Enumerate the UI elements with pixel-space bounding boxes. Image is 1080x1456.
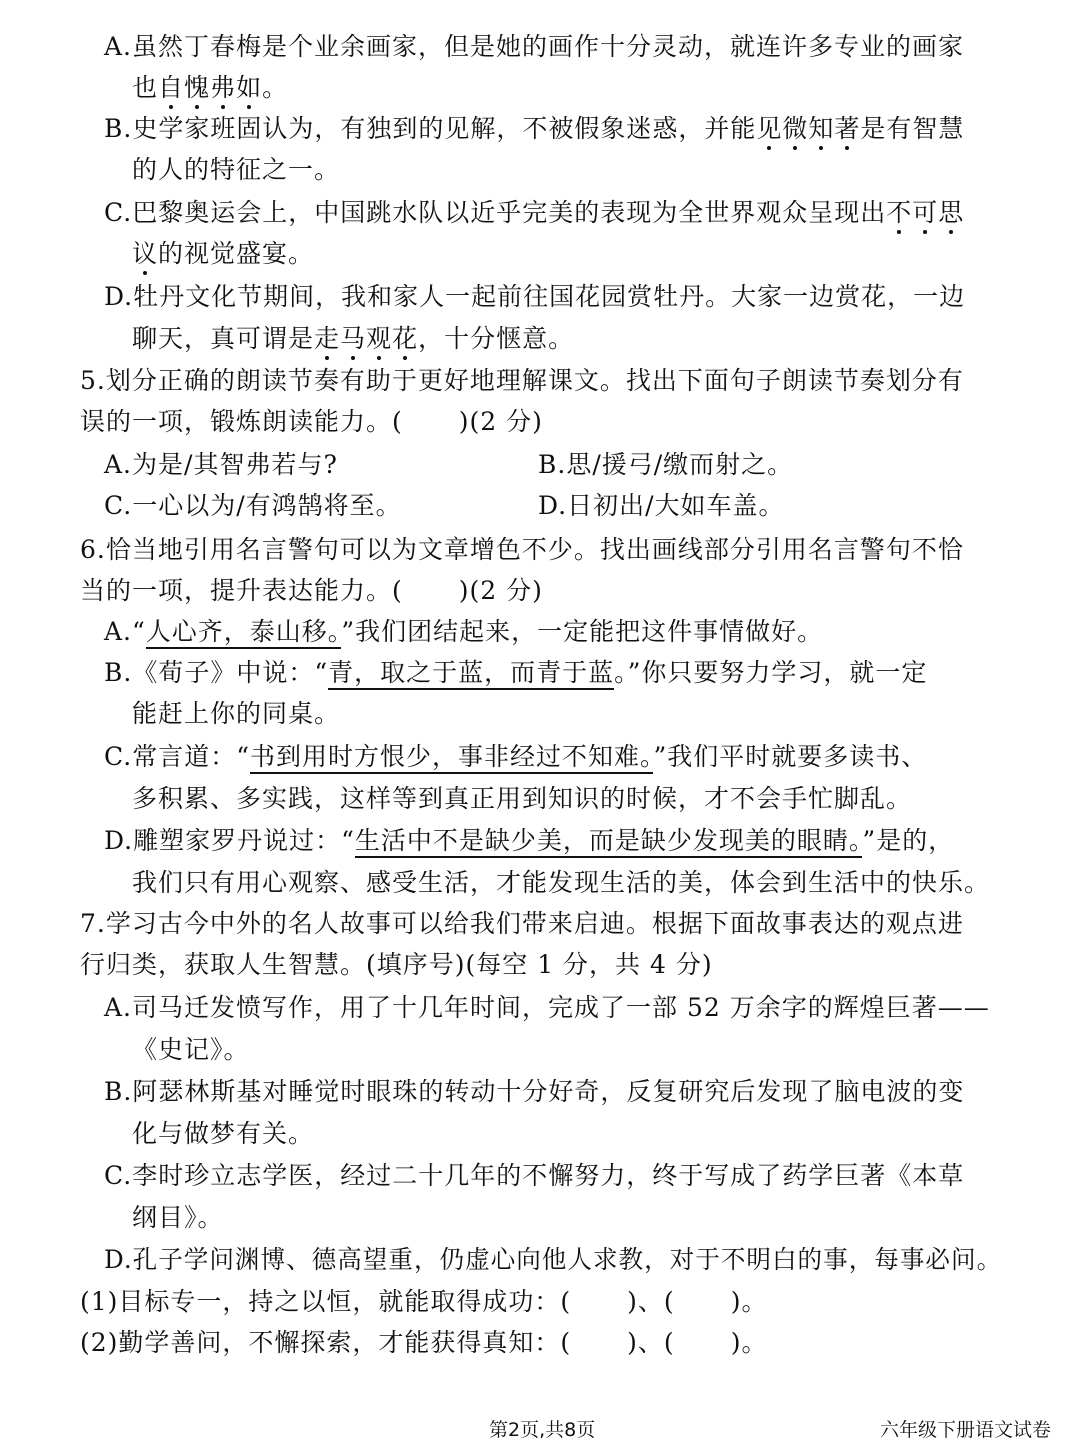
- q7-sub1: (1)目标专一，持之以恒，就能取得成功：( )、( )。: [80, 1287, 768, 1316]
- q6-option-c-line1: C.常言道：“书到用时方恨少，事非经过不知难。”我们平时就要多读书、: [104, 740, 927, 774]
- underlined-quote: 生活中不是缺少美，而是缺少发现美的眼睛。: [355, 826, 863, 858]
- option-label: D.: [104, 282, 134, 311]
- option-label: C.: [104, 198, 133, 227]
- q4-option-d-line1: D.牡丹文化节期间，我和家人一起前往国花园赏牡丹。大家一边赏花，一边: [104, 282, 966, 311]
- emphasis-dot-char: 马: [340, 324, 367, 353]
- emphasis-dot-char: 可: [912, 198, 939, 227]
- q7-option-b-line1: B.阿瑟林斯基对睡觉时眼珠的转动十分好奇，反复研究后发现了脑电波的变: [104, 1077, 965, 1106]
- q6-option-d-line1: D.雕塑家罗丹说过：“生活中不是缺少美，而是缺少发现美的眼睛。”是的，: [104, 824, 954, 858]
- q6-option-d-line2: 我们只有用心观察、感受生活，才能发现生活的美，体会到生活中的快乐。: [132, 868, 991, 897]
- emphasis-dot-char: 弗: [210, 73, 237, 102]
- option-label: B.: [104, 114, 133, 143]
- q7-option-c-line2: 纲目》。: [132, 1203, 224, 1232]
- q4-option-d-line2: 聊天，真可谓是走马观花，十分惬意。: [132, 324, 575, 353]
- q5-stem-line2: 误的一项，锻炼朗读能力。( )(2 分): [80, 407, 543, 436]
- q6-option-c-line2: 多积累、多实践，这样等到真正用到知识的时候，才不会手忙脚乱。: [132, 784, 913, 813]
- q4-option-a-line2: 也自愧弗如。: [132, 73, 289, 102]
- emphasis-dot-char: 花: [392, 324, 419, 353]
- q6-option-a: A.“人心齐，泰山移。”我们团结起来，一定能把这件事情做好。: [104, 615, 823, 649]
- q4-option-b-line1: B.史学家班固认为，有独到的见解，不被假象迷惑，并能见微知著是有智慧: [104, 114, 965, 143]
- q7-option-a-line1: A.司马迁发愤写作，用了十几年时间，完成了一部 52 万余字的辉煌巨著——: [104, 993, 990, 1022]
- q6-stem-line2: 当的一项，提升表达能力。( )(2 分): [80, 576, 543, 605]
- emphasis-dot-char: 愧: [184, 73, 211, 102]
- q5-stem-line1: 5.划分正确的朗读节奏有助于更好地理解课文。找出下面句子朗读节奏划分有: [80, 366, 964, 395]
- emphasis-dot-char: 知: [808, 114, 835, 143]
- q7-stem-line1: 7.学习古今中外的名人故事可以给我们带来启迪。根据下面故事表达的观点进: [80, 909, 964, 938]
- q4-option-c-line1: C.巴黎奥运会上，中国跳水队以近乎完美的表现为全世界观众呈现出不可思: [104, 198, 965, 227]
- emphasis-dot-char: 思: [938, 198, 965, 227]
- emphasis-dot-char: 议: [132, 239, 159, 268]
- q6-option-b-line2: 能赶上你的同桌。: [132, 699, 341, 728]
- q4-option-b-line2: 的人的特征之一。: [132, 155, 341, 184]
- q5-option-d: D.日初出/大如车盖。: [538, 491, 785, 520]
- q7-option-d: D.孔子学问渊博、德高望重，仍虚心向他人求教，对于不明白的事，每事必问。: [104, 1245, 1003, 1274]
- q7-option-a-line2: 《史记》。: [132, 1035, 250, 1064]
- q4-option-a-line1: A.虽然丁春梅是个业余画家，但是她的画作十分灵动，就连许多专业的画家: [104, 32, 965, 61]
- q6-option-b-line1: B.《荀子》中说：“青，取之于蓝，而青于蓝。”你只要努力学习，就一定: [104, 656, 927, 690]
- emphasis-dot-char: 观: [366, 324, 393, 353]
- q7-option-b-line2: 化与做梦有关。: [132, 1119, 315, 1148]
- q7-sub2: (2)勤学善问，不懈探索，才能获得真知：( )、( )。: [80, 1328, 768, 1357]
- emphasis-dot-char: 如: [236, 73, 263, 102]
- emphasis-dot-char: 自: [158, 73, 185, 102]
- q5-option-c: C.一心以为/有鸿鹄将至。: [104, 491, 402, 520]
- option-label: A.: [104, 32, 133, 61]
- underlined-quote: 青，取之于蓝，而青于蓝: [328, 658, 614, 690]
- q5-option-a: A.为是/其智弗若与?: [104, 450, 338, 479]
- q7-stem-line2: 行归类，获取人生智慧。(填序号)(每空 1 分，共 4 分): [80, 950, 713, 979]
- page-number: 第2页,共8页: [489, 1419, 596, 1441]
- q5-option-b: B.思/援弓/缴而射之。: [538, 450, 794, 479]
- emphasis-dot-char: 走: [314, 324, 341, 353]
- emphasis-dot-char: 著: [834, 114, 861, 143]
- q6-stem-line1: 6.恰当地引用名言警句可以为文章增色不少。找出画线部分引用名言警句不恰: [80, 535, 964, 564]
- emphasis-dot-char: 微: [782, 114, 809, 143]
- underlined-quote: 人心齐，泰山移。: [146, 617, 342, 649]
- emphasis-dot-char: 见: [756, 114, 783, 143]
- q4-option-c-line2: 议的视觉盛宴。: [132, 239, 315, 268]
- exam-title: 六年级下册语文试卷: [880, 1419, 1052, 1441]
- emphasis-dot-char: 不: [886, 198, 913, 227]
- q7-option-c-line1: C.李时珍立志学医，经过二十几年的不懈努力，终于写成了药学巨著《本草: [104, 1161, 965, 1190]
- underlined-quote: 书到用时方恨少，事非经过不知难。: [250, 742, 654, 774]
